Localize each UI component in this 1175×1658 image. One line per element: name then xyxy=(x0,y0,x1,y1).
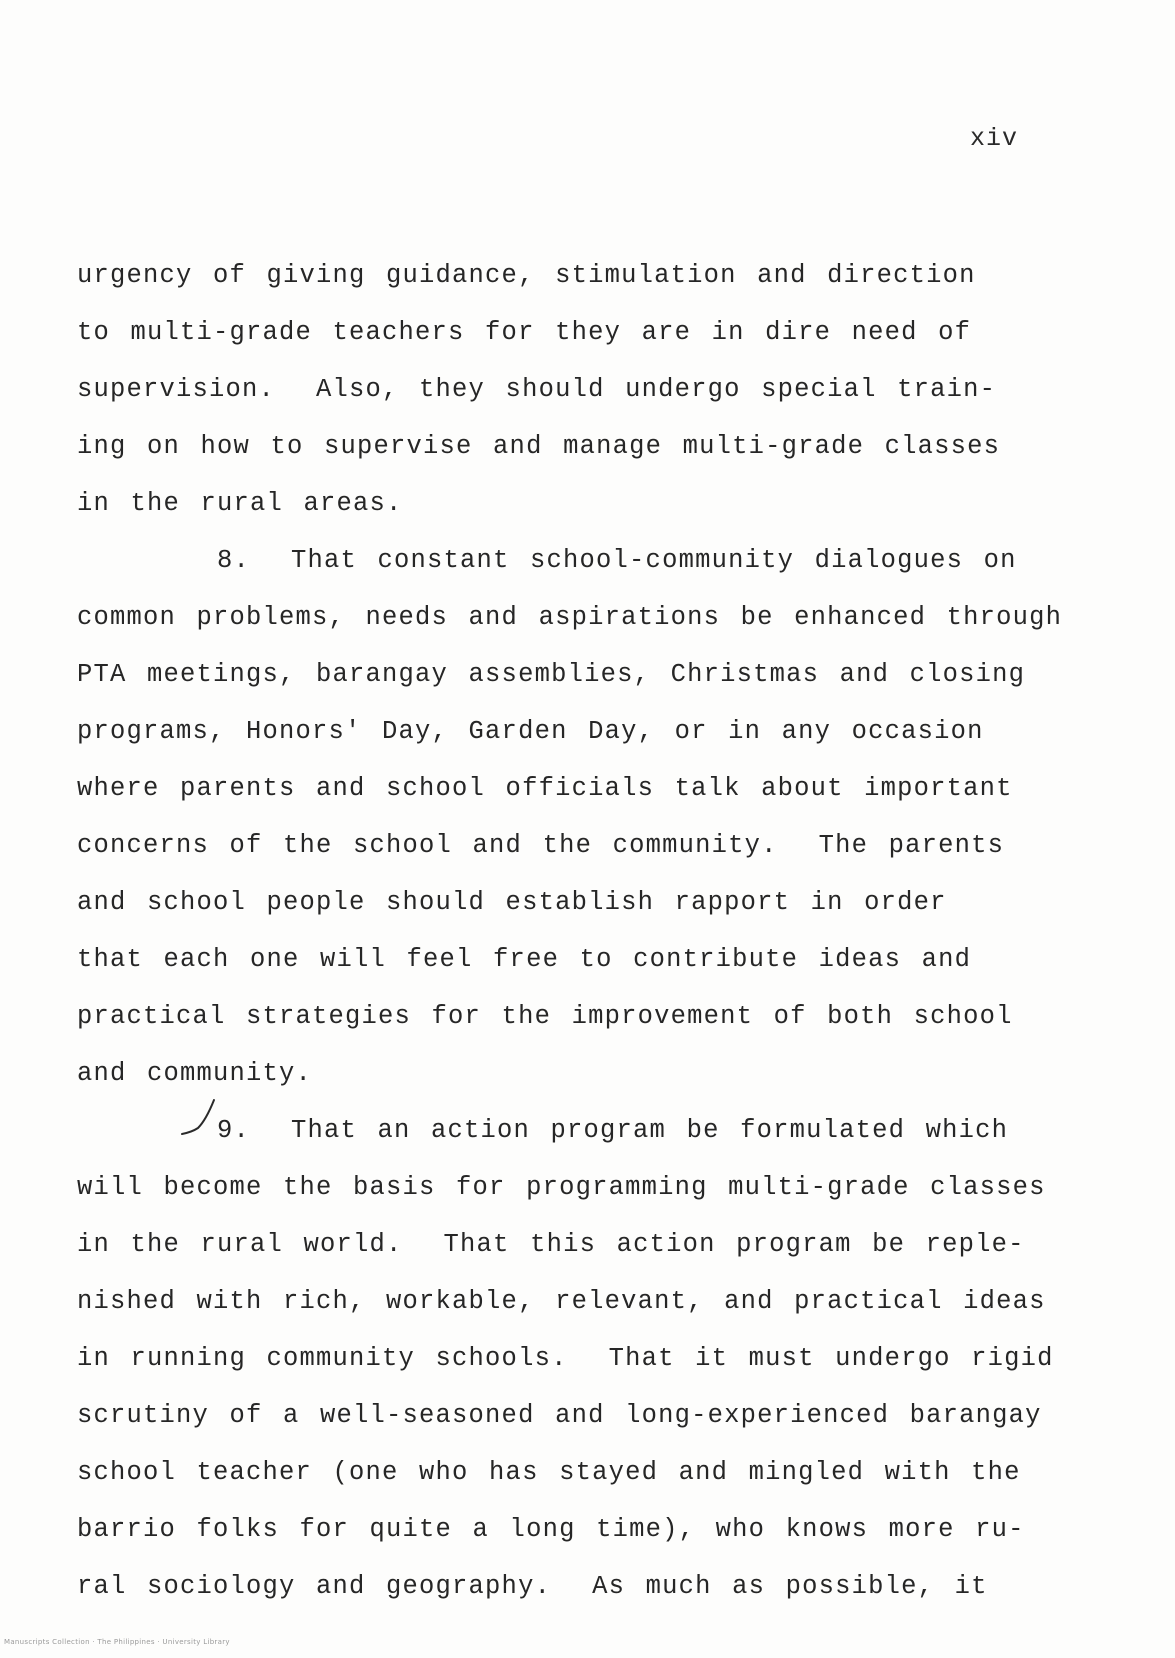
text-line: programs, Honors' Day, Garden Day, or in any occasion xyxy=(77,717,984,746)
text-line: to multi-grade teachers for they are in dire need of xyxy=(77,318,972,347)
text-line: school teacher (one who has stayed and mingled with the xyxy=(77,1458,1021,1487)
text-line: in the rural areas. xyxy=(77,489,403,518)
text-line: practical strategies for the improvement of both school xyxy=(77,1002,1013,1031)
text-line: urgency of giving guidance, stimulation and direction xyxy=(77,261,976,290)
text-line: PTA meetings, barangay assemblies, Christmas and closing xyxy=(77,660,1026,689)
text-line-item-9: 9. That an action program be formulated which xyxy=(217,1116,1009,1145)
text-line: where parents and school officials talk about important xyxy=(77,774,1013,803)
text-line: in the rural world. That this action program be reple- xyxy=(77,1230,1025,1259)
text-line: ing on how to supervise and manage multi-grade classes xyxy=(77,432,1001,461)
archive-footer-stamp: Manuscripts Collection · The Philippines · University Library xyxy=(4,1638,230,1646)
text-line: concerns of the school and the community. The parents xyxy=(77,831,1005,860)
text-line: ral sociology and geography. As much as possible, it xyxy=(77,1572,988,1601)
text-line: and school people should establish rapport in order xyxy=(77,888,947,917)
text-line: will become the basis for programming multi-grade classes xyxy=(77,1173,1046,1202)
text-line: nished with rich, workable, relevant, and practical ideas xyxy=(77,1287,1046,1316)
text-line-item-8: 8. That constant school-community dialogues on xyxy=(217,546,1017,575)
text-line: supervision. Also, they should undergo special train- xyxy=(77,375,997,404)
body-text xyxy=(77,247,1157,1615)
text-line: that each one will feel free to contribute ideas and xyxy=(77,945,972,974)
text-line: common problems, needs and aspirations be enhanced through xyxy=(77,603,1063,632)
text-line: barrio folks for quite a long time), who knows more ru- xyxy=(77,1515,1025,1544)
page-number: xiv xyxy=(970,124,1019,153)
text-line: scrutiny of a well-seasoned and long-experienced barangay xyxy=(77,1401,1042,1430)
text-line: and community. xyxy=(77,1059,313,1088)
text-line: in running community schools. That it must undergo rigid xyxy=(77,1344,1054,1373)
